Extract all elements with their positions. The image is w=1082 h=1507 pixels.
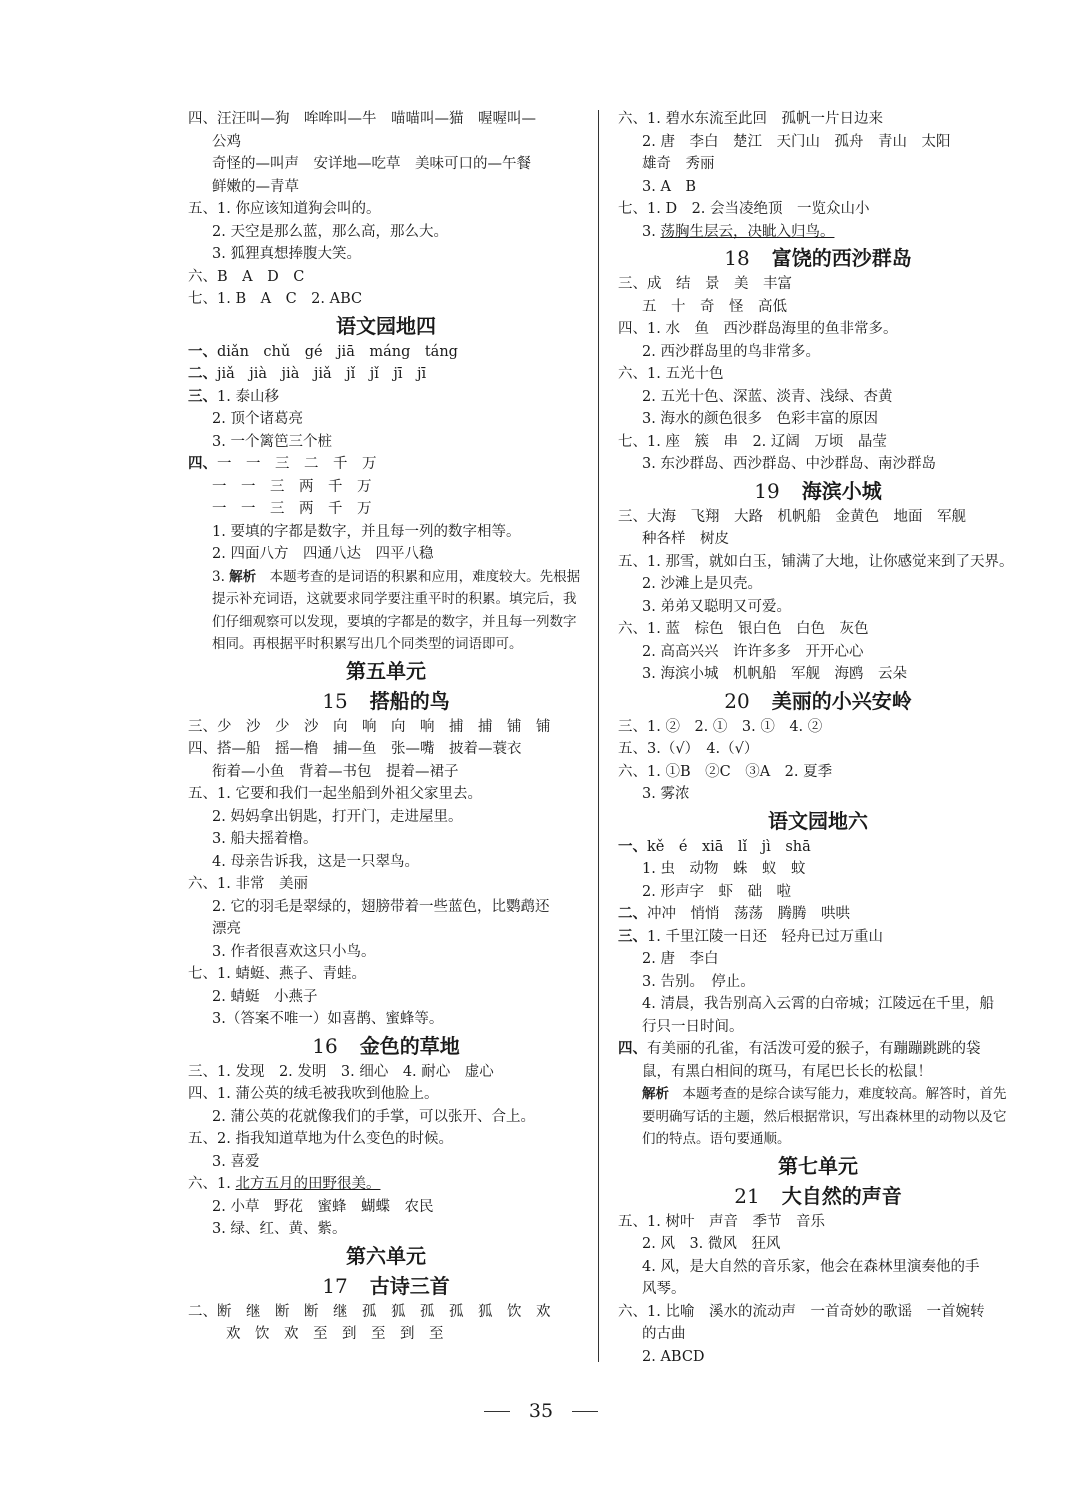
answer-text: 2. 沙滩上是贝壳。: [642, 576, 762, 592]
right-column: [618, 108, 1018, 1368]
answer-text: diǎn chǔ gé jiā máng táng: [217, 343, 458, 360]
answer-line: [188, 131, 584, 154]
answer-text: 3. 作者很喜欢这只小鸟。: [212, 943, 376, 960]
answer-line: [618, 1346, 1018, 1369]
answer-line: [618, 971, 1018, 994]
answer-text: 3. 海水的颜色很多 色彩丰富的原因: [642, 411, 878, 427]
heading-text: 古诗三首: [369, 1273, 450, 1298]
footer-dash-left: [484, 1411, 510, 1412]
item-number: 3.: [212, 568, 230, 585]
answer-text: 4. 母亲告诉我，这是一只翠鸟。: [212, 853, 419, 870]
answer-text: 三、少 沙 少 沙 向 响 向 响 捕 捕 铺 铺: [188, 718, 551, 735]
answer-line: [618, 221, 1018, 244]
answer-line: [618, 1061, 1018, 1084]
answer-line: [618, 273, 1018, 296]
section-heading: [188, 656, 584, 686]
question-label: 四、: [188, 455, 217, 472]
answer-text: 冲冲 悄悄 荡荡 腾腾 哄哄: [647, 906, 850, 922]
answer-text: 2. 小草 野花 蜜蜂 蝴蝶 农民: [212, 1198, 434, 1215]
answer-text: 2. 蜻蜓 小燕子: [212, 988, 318, 1005]
answer-line: [188, 221, 584, 244]
lesson-number: 16: [312, 1033, 338, 1058]
answer-text: 风琴。: [642, 1281, 686, 1297]
analysis-text: 本题考查的是综合读写能力，难度较高。解答时，首先要明确写话的主题，然后根据常识，写出森林里的动物以及它们的特点。语句要通顺。: [642, 1086, 1007, 1147]
answer-line: [188, 828, 584, 851]
answer-text: 一 一 三 两 千 万: [212, 478, 372, 495]
answer-text: 四、搭—船 摇—橹 捕—鱼 张—嘴 披着—蓑衣: [188, 741, 522, 757]
section-heading: [188, 1271, 584, 1301]
answer-text: 2. 唐 李白 楚江 天门山 孤舟 青山 太阳: [642, 133, 951, 150]
answer-text: 七、1. 蜻蜓、燕子、青蛙。: [188, 966, 366, 982]
question-label: 二、: [188, 365, 217, 382]
answer-line: [188, 341, 584, 364]
answer-text: 3.（答案不唯一）如喜鹊、蜜蜂等。: [212, 1011, 444, 1027]
answer-text: 2. 四面八方 四通八达 四平八稳: [212, 546, 434, 562]
section-heading: [618, 1181, 1018, 1211]
answer-text: 六、1. 碧水东流至此回 孤帆一片日边来: [618, 111, 883, 127]
answer-text: 五、1. 树叶 声音 季节 音乐: [618, 1213, 825, 1230]
answer-line: [188, 408, 584, 431]
answer-text: jiǎ jià jià jiǎ jǐ jǐ jī jī: [217, 366, 427, 382]
answer-text: 2. 西沙群岛里的鸟非常多。: [642, 343, 820, 360]
answer-text: 1. 泰山移: [217, 388, 279, 405]
answer-line: [618, 1301, 1018, 1324]
answer-line: [188, 1083, 584, 1106]
answer-text: 3. 喜爱: [212, 1153, 260, 1170]
answer-line: [618, 363, 1018, 386]
answer-text: 六、1. 比喻 溪水的流动声 一首奇妙的歌谣 一首婉转: [618, 1303, 985, 1320]
answer-line: [188, 986, 584, 1009]
answer-line: [618, 663, 1018, 686]
lesson-number: 17: [322, 1273, 348, 1298]
question-label: 一、: [618, 837, 647, 855]
answer-text: 六、B A D C: [188, 268, 305, 285]
answer-line: [618, 551, 1018, 574]
answer-text: 2. 形声字 虾 础 啦: [642, 883, 791, 900]
answer-text: 六、1. 蓝 棕色 银白色 白色 灰色: [618, 621, 869, 637]
answer-text: 雄奇 秀丽: [642, 156, 715, 172]
underlined-answer: 北方五月的田野很美。: [235, 1176, 381, 1192]
page-footer: [0, 1400, 1082, 1422]
answer-text: 奇怪的—叫声 安详地—吃草 美味可口的—午餐: [212, 156, 531, 172]
answer-line: [188, 1323, 584, 1346]
answer-line: [188, 873, 584, 896]
answer-text: 1. 虫 动物 蛛 蚁 蚊: [642, 861, 806, 877]
section-heading: [618, 1151, 1018, 1181]
heading-text: 金色的草地: [359, 1033, 460, 1058]
section-heading: [188, 1241, 584, 1271]
page-number: 35: [528, 1400, 554, 1422]
question-label: 三、: [618, 927, 647, 945]
answer-text: 鼠，有黑白相间的斑马，有尾巴长长的松鼠！: [642, 1063, 932, 1080]
answer-text: 2. 妈妈拿出钥匙，打开门，走进屋里。: [212, 808, 463, 825]
answer-line: [618, 641, 1018, 664]
answer-line: [188, 1218, 584, 1241]
column-divider: [598, 110, 599, 1362]
answer-line: [188, 543, 584, 566]
answer-line: [618, 1323, 1018, 1346]
answer-line: [188, 851, 584, 874]
answer-line: [618, 341, 1018, 364]
answer-line: [618, 506, 1018, 529]
answer-text: 五、3.（√） 4.（√）: [618, 741, 759, 757]
answer-text: 3. 雾浓: [642, 786, 690, 802]
answer-line: [618, 1256, 1018, 1279]
heading-text: 美丽的小兴安岭: [771, 688, 912, 713]
section-heading: [618, 476, 1018, 506]
heading-text: 第五单元: [346, 658, 426, 683]
answer-text: 3. 船夫摇着橹。: [212, 831, 318, 847]
heading-text: 富饶的西沙群岛: [771, 246, 912, 270]
answer-line: [618, 573, 1018, 596]
answer-text: 3. 狐狸真想捧腹大笑。: [212, 246, 361, 262]
answer-line: [188, 1061, 584, 1084]
answer-text: 五、1. 那雪，就如白玉，铺满了大地，让你感觉来到了天界。: [618, 553, 1014, 570]
answer-text: 七、1. B A C 2. ABC: [188, 291, 363, 307]
heading-text: 语文园地六: [768, 808, 868, 833]
analysis-paragraph: [188, 566, 584, 656]
item-number: 六、1.: [188, 1176, 236, 1192]
answer-text: 六、1. 非常 美丽: [188, 876, 308, 892]
answer-text: 2. 风 3. 微风 狂风: [642, 1236, 781, 1252]
answer-text: 七、1. D 2. 会当凌绝顶 一览众山小: [618, 201, 870, 217]
answer-text: 2. 高高兴兴 许许多多 开开心心: [642, 643, 864, 660]
answer-text: 七、1. 座 簇 串 2. 辽阔 万顷 晶莹: [618, 433, 887, 450]
left-column: [188, 108, 584, 1346]
answer-text: 三、成 结 景 美 丰富: [618, 276, 792, 292]
answer-line: [188, 453, 584, 476]
answer-text: 四、1. 水 鱼 西沙群岛海里的鱼非常多。: [618, 321, 898, 337]
answer-line: [618, 761, 1018, 784]
answer-text: 行只一日时间。: [642, 1018, 744, 1035]
answer-text: kě é xiā lǐ jì shā: [647, 838, 811, 855]
answer-line: [188, 806, 584, 829]
answer-line: [618, 1278, 1018, 1301]
question-label: 一、: [188, 342, 217, 360]
answer-line: [188, 738, 584, 761]
answer-text: 公鸡: [212, 133, 241, 150]
answer-line: [188, 941, 584, 964]
answer-line: [618, 131, 1018, 154]
item-number: 3.: [642, 223, 661, 240]
answer-line: [618, 1211, 1018, 1234]
answer-text: 2. 顶个诸葛亮: [212, 411, 303, 427]
answer-line: [188, 476, 584, 499]
answer-line: [618, 453, 1018, 476]
answer-line: [618, 993, 1018, 1016]
answer-line: [188, 521, 584, 544]
answer-line: [188, 716, 584, 739]
lesson-number: 19: [754, 478, 780, 503]
answer-line: [188, 1106, 584, 1129]
lesson-number: 20: [724, 688, 750, 713]
section-heading: [618, 806, 1018, 836]
answer-text: 五、2. 指我知道草地为什么变色的时候。: [188, 1131, 453, 1147]
answer-line: [188, 288, 584, 311]
answer-line: [618, 108, 1018, 131]
answer-text: 三、大海 飞翔 大路 机帆船 金黄色 地面 军舰: [618, 508, 966, 525]
answer-text: 五、1. 你应该知道狗会叫的。: [188, 201, 381, 217]
answer-line: [618, 926, 1018, 949]
answer-text: 六、1. 五光十色: [618, 366, 724, 382]
question-label: 三、: [188, 387, 217, 405]
analysis-label: 解析: [229, 568, 257, 585]
heading-text: 搭船的鸟: [369, 688, 450, 713]
heading-text: 语文园地四: [336, 313, 436, 338]
answer-text: 漂亮: [212, 921, 241, 937]
answer-text: 三、1. ② 2. ① 3. ① 4. ②: [618, 718, 823, 735]
answer-text: 六、1. ①B ②C ③A 2. 夏季: [618, 763, 833, 780]
answer-text: 3. 一个篱笆三个桩: [212, 433, 332, 450]
answer-line: [618, 716, 1018, 739]
answer-text: 一 一 三 二 千 万: [217, 456, 377, 472]
answer-line: [618, 948, 1018, 971]
underlined-answer: 荡胸生层云，决眦入归鸟。: [660, 223, 835, 240]
answer-text: 2. 唐 李白: [642, 951, 719, 967]
answer-line: [618, 408, 1018, 431]
section-heading: [188, 1031, 584, 1061]
answer-line: [188, 918, 584, 941]
answer-line: [618, 386, 1018, 409]
answer-line: [188, 266, 584, 289]
analysis-text: 本题考查的是词语的积累和应用，难度较大。先根据提示补充词语，这就要求同学要注重平时的积累。填完后，我们仔细观察可以发现，要填的字都是的数字，并且每一列数字相同。再根据平时积累写出几个同类型的词语即可。: [212, 568, 581, 652]
section-heading: [618, 243, 1018, 273]
answer-line: [618, 296, 1018, 319]
answer-line: [618, 596, 1018, 619]
answer-line: [618, 198, 1018, 221]
answer-line: [188, 363, 584, 386]
answer-line: [188, 896, 584, 919]
answer-text: 3. 海滨小城 机帆船 军舰 海鸥 云朵: [642, 666, 907, 682]
answer-line: [618, 153, 1018, 176]
answer-line: [618, 318, 1018, 341]
answer-line: [188, 1173, 584, 1196]
answer-line: [618, 783, 1018, 806]
answer-text: 2. 五光十色、深蓝、淡青、浅绿、杏黄: [642, 388, 893, 405]
answer-text: 四、1. 蒲公英的绒毛被我吹到他脸上。: [188, 1086, 439, 1102]
heading-text: 海滨小城: [801, 478, 882, 503]
answer-line: [188, 1008, 584, 1031]
heading-text: 第七单元: [778, 1153, 858, 1178]
answer-text: 3. 东沙群岛、西沙群岛、中沙群岛、南沙群岛: [642, 456, 936, 472]
answer-text: 3. 弟弟又聪明又可爱。: [642, 598, 791, 615]
section-heading: [188, 686, 584, 716]
answer-text: 2. 蒲公英的花就像我们的手掌，可以张开、合上。: [212, 1108, 535, 1125]
answer-line: [188, 1128, 584, 1151]
answer-text: 的古曲: [642, 1326, 686, 1342]
answer-line: [188, 431, 584, 454]
heading-text: 第六单元: [346, 1243, 426, 1268]
answer-line: [618, 858, 1018, 881]
answer-line: [188, 963, 584, 986]
answer-text: 四、汪汪叫—狗 哞哞叫—牛 喵喵叫—猫 喔喔叫—: [188, 111, 536, 127]
answer-text: 2. 天空是那么蓝，那么高，那么大。: [212, 223, 448, 240]
answer-text: 三、1. 发现 2. 发明 3. 细心 4. 耐心 虚心: [188, 1063, 494, 1080]
answer-text: 2. 它的羽毛是翠绿的，翅膀带着一些蓝色，比鹦鹉还: [212, 898, 550, 915]
answer-line: [618, 881, 1018, 904]
answer-text: 种各样 树皮: [642, 531, 729, 547]
answer-line: [188, 761, 584, 784]
answer-text: 3. A B: [642, 178, 697, 195]
analysis-paragraph: [618, 1083, 1018, 1151]
answer-line: [188, 108, 584, 131]
answer-text: 4. 风，是大自然的音乐家，他会在森林里演奏他的手: [642, 1258, 980, 1275]
section-heading: [188, 311, 584, 341]
answer-line: [618, 431, 1018, 454]
answer-line: [618, 738, 1018, 761]
answer-line: [618, 176, 1018, 199]
answer-line: [188, 153, 584, 176]
footer-dash-right: [572, 1411, 598, 1412]
answer-text: 一 一 三 两 千 万: [212, 501, 372, 517]
section-heading: [618, 686, 1018, 716]
lesson-number: 15: [322, 688, 348, 713]
answer-line: [188, 783, 584, 806]
answer-line: [188, 1301, 584, 1324]
answer-line: [618, 836, 1018, 859]
answer-text: 2. ABCD: [642, 1348, 705, 1365]
answer-text: 二、断 继 断 断 继 孤 狐 孤 孤 狐 饮 欢: [188, 1303, 551, 1320]
question-label: 二、: [618, 905, 647, 922]
answer-line: [618, 1016, 1018, 1039]
heading-text: 大自然的声音: [781, 1183, 902, 1208]
answer-line: [188, 243, 584, 266]
answer-line: [188, 198, 584, 221]
answer-text: 衔着—小鱼 背着—书包 提着—裙子: [212, 763, 459, 780]
answer-line: [618, 618, 1018, 641]
analysis-label: 解析: [642, 1086, 669, 1102]
answer-text: 4. 清晨，我告别高入云霄的白帝城；江陵远在千里，船: [642, 996, 994, 1012]
answer-text: 有美丽的孔雀，有活泼可爱的猴子，有蹦蹦跳跳的袋: [647, 1041, 981, 1057]
answer-text: 3. 告别。 停止。: [642, 973, 755, 990]
answer-text: 五、1. 它要和我们一起坐船到外祖父家里去。: [188, 786, 482, 802]
question-label: 四、: [618, 1040, 647, 1057]
answer-text: 3. 绿、红、黄、紫。: [212, 1221, 347, 1237]
answer-line: [618, 1233, 1018, 1256]
answer-line: [618, 903, 1018, 926]
answer-text: 欢 饮 欢 至 到 至 到 至: [226, 1326, 444, 1342]
answer-line: [188, 176, 584, 199]
lesson-number: 21: [734, 1183, 760, 1208]
answer-line: [188, 1196, 584, 1219]
answer-text: 五 十 奇 怪 高低: [642, 298, 787, 315]
lesson-number: 18: [724, 246, 750, 270]
answer-line: [618, 1038, 1018, 1061]
answer-line: [188, 498, 584, 521]
answer-line: [188, 386, 584, 409]
answer-line: [618, 528, 1018, 551]
answer-text: 1. 千里江陵一日还 轻舟已过万重山: [647, 928, 883, 945]
answer-text: 鲜嫩的—青草: [212, 178, 299, 195]
answer-text: 1. 要填的字都是数字，并且每一列的数字相等。: [212, 523, 521, 540]
answer-line: [188, 1151, 584, 1174]
